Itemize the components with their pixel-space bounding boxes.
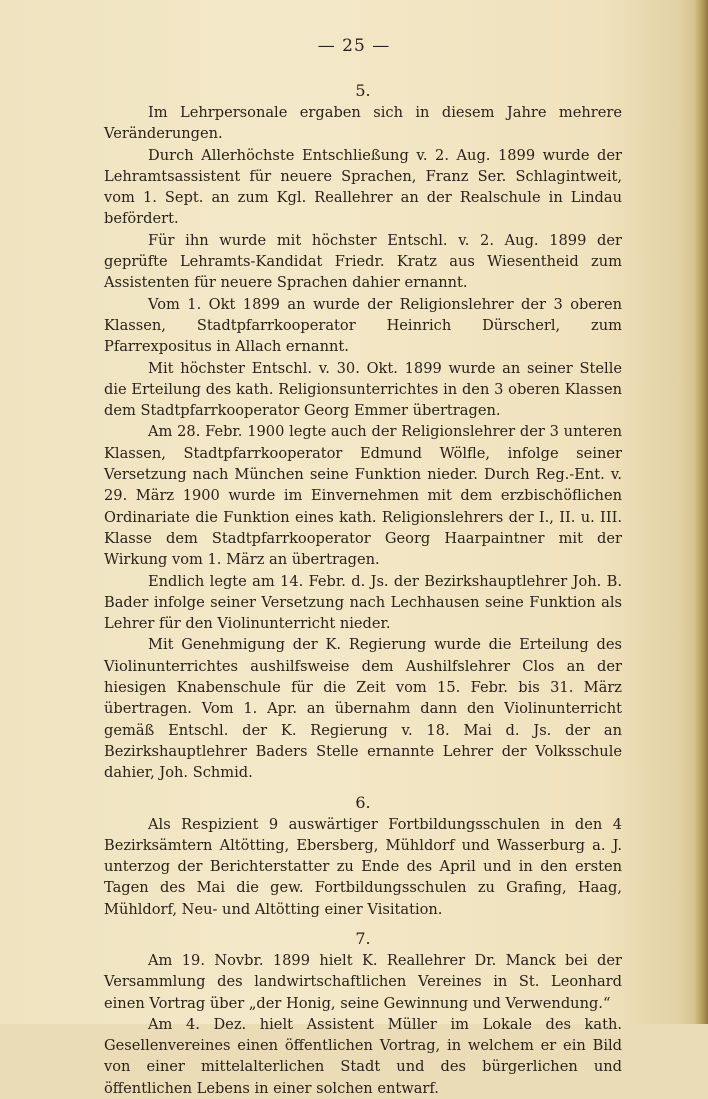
paragraph: Mit höchster Entschl. v. 30. Okt. 1899 wurde an seiner Stelle die Erteilung des kath. Religionsunterrichtes in den 3 oberen Klassen dem Stadtpfarrkooperator Georg Emmer übertragen. [104, 359, 622, 420]
page-number: — 25 — [317, 36, 391, 56]
paragraph: Durch Allerhöchste Entschließung v. 2. Aug. 1899 wurde der Lehramtsassistent für neuere Sprachen, Franz Ser. Schlagintweit, vom 1. Sept. an zum Kgl. Reallehrer an der Realschule in Lindau befördert. [104, 146, 622, 228]
section-6 [104, 792, 622, 920]
page-body [104, 80, 622, 1099]
section-heading: 7. [355, 928, 371, 948]
page-binding-edge [694, 0, 708, 1024]
paragraph: Am 28. Febr. 1900 legte auch der Religionslehrer der 3 unteren Klassen, Stadtpfarrkooperator Edmund Wölfle, infolge seiner Versetzung nach München seine Funktion nieder. Durch Reg.-Ent. v. 29. März 1900 wurde im Einvernehmen mit dem erzbischöflichen Ordinariate die Funktion eines kath. Religionslehrers der I., II. u. III. Klasse dem Stadtpfarrkooperator Georg Haarpaintner mit der Wirkung vom 1. März an übertragen. [104, 423, 622, 569]
paragraph: Als Respizient 9 auswärtiger Fortbildungsschulen in den 4 Bezirksämtern Altötting, Ebersberg, Mühldorf und Wasserburg a. J. unterzog der Berichterstatter zu Ende des April und in den ersten Tagen des Mai die gew. Fortbildungsschulen zu Grafing, Haag, Mühldorf, Neu- und Altötting einer Visitation. [104, 815, 622, 918]
paragraph: Endlich legte am 14. Febr. d. Js. der Bezirkshauptlehrer Joh. B. Bader infolge seiner Versetzung nach Lechhausen seine Funktion als Lehrer für den Violinunterricht nieder. [104, 572, 622, 633]
paragraph: Mit Genehmigung der K. Regierung wurde die Erteilung des Violinunterrichtes aushilfsweise dem Aushilfslehrer Clos an der hiesigen Knabenschule für die Zeit vom 15. Febr. bis 31. März übertragen. Vom 1. Apr. an übernahm dann den Violinunterricht gemäß Entschl. der K. Regierung v. 18. Mai d. Js. der an Bezirkshauptlehrer Baders Stelle ernannte Lehrer der Volksschule dahier, Joh. Schmid. [104, 636, 622, 782]
section-5 [104, 80, 622, 784]
paragraph: Vom 1. Okt 1899 an wurde der Religionslehrer der 3 oberen Klassen, Stadtpfarrkooperator Heinrich Dürscherl, zum Pfarrexpositus in Allach ernannt. [104, 295, 622, 356]
paragraph: Am 4. Dez. hielt Assistent Müller im Lokale des kath. Gesellenvereines einen öffentlichen Vortrag, in welchem er ein Bild von einer mittelalterlichen Stadt und des bürgerlichen und öffentlichen Lebens in einer solchen entwarf. [104, 1015, 622, 1097]
paragraph: Im Lehrpersonale ergaben sich in diesem Jahre mehrere Veränderungen. [104, 104, 622, 143]
section-heading: 5. [355, 81, 371, 100]
paragraph: Für ihn wurde mit höchster Entschl. v. 2. Aug. 1899 der geprüfte Lehramts-Kandidat Friedr. Kratz aus Wiesentheid zum Assistenten für neuere Sprachen dahier ernannt. [104, 231, 622, 292]
section-heading: 6. [355, 792, 371, 812]
paragraph: Am 19. Novbr. 1899 hielt K. Reallehrer Dr. Manck bei der Versammlung des landwirtschaftlichen Vereines in St. Leonhard einen Vortrag über „der Honig, seine Gewinnung und Verwendung.“ [104, 951, 622, 1012]
section-7 [104, 928, 622, 1099]
